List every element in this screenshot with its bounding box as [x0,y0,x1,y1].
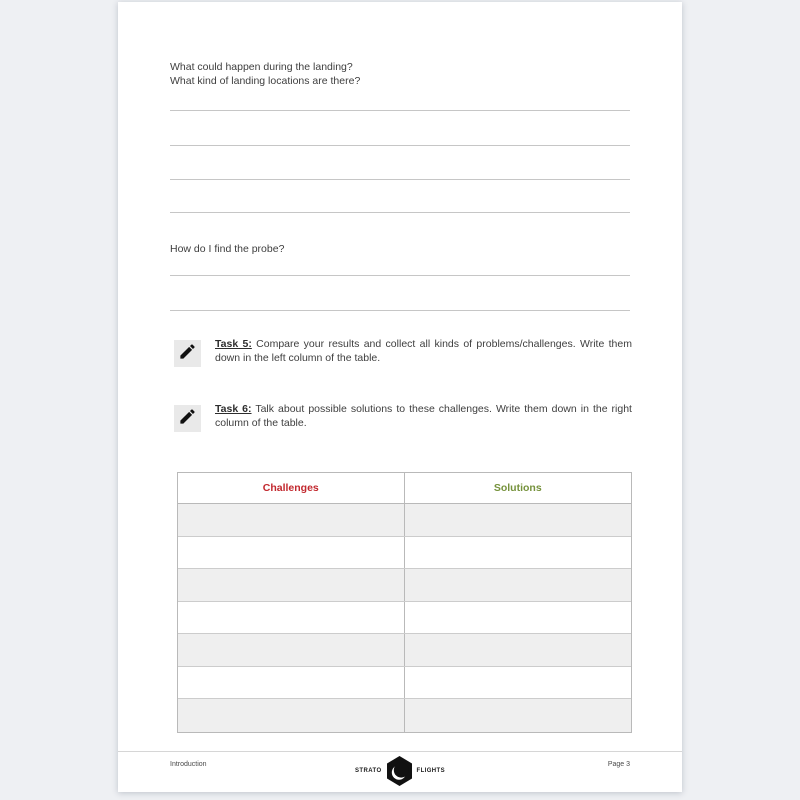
task-6-icon-box [174,405,201,432]
solution-cell [405,537,632,569]
challenge-cell [178,634,405,666]
writing-line [170,110,630,111]
task-5-label: Task 5: [215,338,252,350]
question-find-probe: How do I find the probe? [170,243,285,255]
task-6-instruction: Talk about possible solutions to these challenges. Write them down in the right column of the table. [215,403,632,429]
task-6-block [174,403,632,432]
table-row [178,699,631,732]
solution-cell [405,569,632,601]
table-header-row [178,473,631,504]
footer-page-number: Page 3 [607,761,630,768]
document-page [118,2,682,792]
writing-line [170,275,630,276]
challenge-cell [178,569,405,601]
logo-text-flights: FLIGHTS [416,768,445,774]
writing-line [170,179,630,180]
table-body [178,504,631,732]
solutions-header-cell [405,473,632,503]
table-row [178,667,631,700]
hexagon-balloon-logo-icon [385,755,414,787]
solution-cell [405,699,632,732]
challenges-header-cell [178,473,405,503]
task-5-block [174,338,632,367]
table-row [178,602,631,635]
table-row [178,537,631,570]
footer-section-label: Introduction [170,761,207,768]
challenge-cell [178,537,405,569]
strato-flights-logo [355,755,445,787]
solution-cell [405,634,632,666]
challenge-cell [178,699,405,732]
table-row [178,569,631,602]
solution-cell [405,667,632,699]
logo-text-strato: STRATO [355,768,382,774]
task-5-instruction: Compare your results and collect all kinds of problems/challenges. Write them down in the left column of the table. [215,338,632,364]
table-row [178,634,631,667]
challenge-cell [178,602,405,634]
footer-divider [118,751,682,752]
question-landing-line2: What kind of landing locations are there? [170,75,361,87]
question-block-landing [170,60,360,88]
task-5-icon-box [174,340,201,367]
pencil-icon [178,342,197,366]
pencil-icon [178,407,197,431]
question-landing-line1: What could happen during the landing? [170,61,353,73]
task-5-text [215,338,632,365]
solution-cell [405,504,632,536]
writing-line [170,310,630,311]
task-6-label: Task 6: [215,403,252,415]
task-6-text [215,403,632,430]
challenge-cell [178,504,405,536]
solutions-header-label: Solutions [493,482,542,494]
challenges-solutions-table [177,472,632,733]
solution-cell [405,602,632,634]
challenges-header-label: Challenges [262,482,319,494]
challenge-cell [178,667,405,699]
table-row [178,504,631,537]
writing-line [170,145,630,146]
writing-line [170,212,630,213]
